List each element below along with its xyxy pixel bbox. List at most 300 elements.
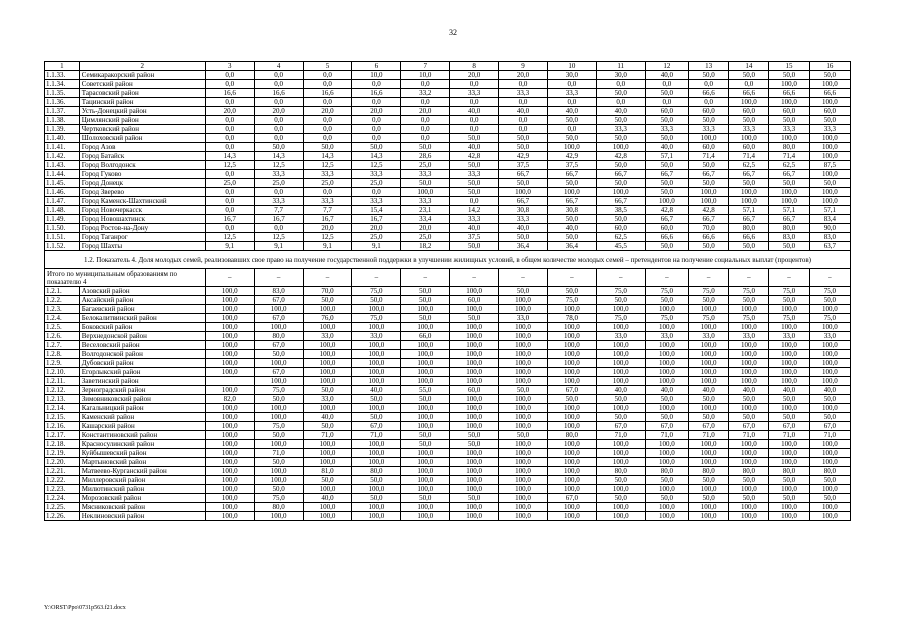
value-cell: 50,0 <box>499 287 548 296</box>
value-cell: – <box>254 269 303 287</box>
table-row <box>45 440 851 449</box>
value-cell: 50,0 <box>254 395 303 404</box>
table-row <box>45 395 851 404</box>
row-code: 1.2.10. <box>45 368 80 377</box>
value-cell: 50,0 <box>729 242 769 251</box>
value-cell: 80,0 <box>769 224 809 233</box>
value-cell: 100,0 <box>809 458 850 467</box>
value-cell: 40,0 <box>596 107 645 116</box>
value-cell: 67,0 <box>547 386 596 395</box>
value-cell: 0,0 <box>352 125 401 134</box>
value-cell: 100,0 <box>809 404 850 413</box>
value-cell: 33,3 <box>254 197 303 206</box>
row-name: Чертковский район <box>79 125 205 134</box>
value-cell: 12,5 <box>205 161 254 170</box>
value-cell: 100,0 <box>729 341 769 350</box>
value-cell: 50,0 <box>401 287 450 296</box>
value-cell: 33,3 <box>352 197 401 206</box>
value-cell: 50,0 <box>352 413 401 422</box>
value-cell: 0,0 <box>499 125 548 134</box>
value-cell: 67,0 <box>596 422 645 431</box>
value-cell: 100,0 <box>809 98 850 107</box>
value-cell: 0,0 <box>645 98 688 107</box>
value-cell: 33,3 <box>450 170 499 179</box>
value-cell: 0,0 <box>450 116 499 125</box>
table-row <box>45 305 851 314</box>
value-cell: 100,0 <box>205 386 254 395</box>
row-code: 1.1.50. <box>45 224 80 233</box>
value-cell: 100,0 <box>645 341 688 350</box>
value-cell: 0,0 <box>254 80 303 89</box>
value-cell: 100,0 <box>689 341 729 350</box>
value-cell: 16,6 <box>205 89 254 98</box>
value-cell: 100,0 <box>645 512 688 521</box>
value-cell: 38,5 <box>596 206 645 215</box>
value-cell: 50,0 <box>352 395 401 404</box>
value-cell: 100,0 <box>809 143 850 152</box>
value-cell: 100,0 <box>729 377 769 386</box>
value-cell: 12,5 <box>254 233 303 242</box>
value-cell: 100,0 <box>352 350 401 359</box>
row-name: Мартыновский район <box>79 458 205 467</box>
value-cell: 100,0 <box>729 350 769 359</box>
value-cell: 75,0 <box>596 314 645 323</box>
value-cell: 75,0 <box>645 287 688 296</box>
value-cell: 10,0 <box>401 71 450 80</box>
value-cell: 0,0 <box>401 134 450 143</box>
table-row <box>45 170 851 179</box>
value-cell: 71,0 <box>303 431 352 440</box>
value-cell: 100,0 <box>205 512 254 521</box>
table-row <box>45 404 851 413</box>
value-cell: 100,0 <box>769 485 809 494</box>
value-cell: 75,0 <box>769 287 809 296</box>
value-cell: 0,0 <box>499 80 548 89</box>
value-cell: 50,0 <box>450 494 499 503</box>
column-number: 13 <box>689 62 729 71</box>
value-cell: 50,0 <box>729 179 769 188</box>
value-cell: 100,0 <box>729 368 769 377</box>
value-cell: 14,3 <box>205 152 254 161</box>
value-cell: 71,4 <box>689 152 729 161</box>
value-cell: 0,0 <box>547 80 596 89</box>
value-cell: 100,0 <box>303 512 352 521</box>
value-cell: 100,0 <box>809 377 850 386</box>
row-code: 1.2.12. <box>45 386 80 395</box>
value-cell: 50,0 <box>645 89 688 98</box>
value-cell: 100,0 <box>769 350 809 359</box>
value-cell: 100,0 <box>352 323 401 332</box>
value-cell: 50,0 <box>254 143 303 152</box>
value-cell: 66,7 <box>689 170 729 179</box>
value-cell: 100,0 <box>499 449 548 458</box>
row-code: 1.2.25. <box>45 503 80 512</box>
row-name: Заветинский район <box>79 377 205 386</box>
value-cell: 100,0 <box>352 449 401 458</box>
value-cell: 87,5 <box>809 161 850 170</box>
value-cell: 50,0 <box>596 134 645 143</box>
value-cell: 33,3 <box>499 89 548 98</box>
value-cell: 100,0 <box>596 485 645 494</box>
value-cell: 60,0 <box>689 143 729 152</box>
row-name: Каменский район <box>79 413 205 422</box>
value-cell: 100,0 <box>401 512 450 521</box>
value-cell: 100,0 <box>352 485 401 494</box>
column-number: 9 <box>499 62 548 71</box>
value-cell: 50,0 <box>352 296 401 305</box>
value-cell: 0,0 <box>729 80 769 89</box>
value-cell: 100,0 <box>729 197 769 206</box>
row-code: 1.2.5. <box>45 323 80 332</box>
row-name: Город Батайск <box>79 152 205 161</box>
value-cell: 50,0 <box>729 71 769 80</box>
value-cell: 100,0 <box>809 323 850 332</box>
value-cell: 71,0 <box>729 431 769 440</box>
row-name: Город Таганрог <box>79 233 205 242</box>
value-cell: 100,0 <box>645 368 688 377</box>
row-code: 1.1.43. <box>45 161 80 170</box>
value-cell: 50,0 <box>689 413 729 422</box>
value-cell: 40,0 <box>450 107 499 116</box>
value-cell: 100,0 <box>303 341 352 350</box>
row-code: 1.2.4. <box>45 314 80 323</box>
value-cell: 100,0 <box>254 413 303 422</box>
value-cell: 50,0 <box>352 476 401 485</box>
value-cell: 100,0 <box>205 404 254 413</box>
row-name: Белокалитвинский район <box>79 314 205 323</box>
value-cell: 50,0 <box>352 143 401 152</box>
table-row <box>45 422 851 431</box>
value-cell: 100,0 <box>450 413 499 422</box>
value-cell: 66,7 <box>689 215 729 224</box>
value-cell: 40,0 <box>450 143 499 152</box>
value-cell: 0,0 <box>352 134 401 143</box>
value-cell: 100,0 <box>450 458 499 467</box>
value-cell: 0,0 <box>689 98 729 107</box>
value-cell: 100,0 <box>499 296 548 305</box>
value-cell: 100,0 <box>689 485 729 494</box>
value-cell: 100,0 <box>303 350 352 359</box>
value-cell: 40,0 <box>450 224 499 233</box>
value-cell: 50,0 <box>645 476 688 485</box>
value-cell: 0,0 <box>205 188 254 197</box>
value-cell: 0,0 <box>254 116 303 125</box>
value-cell: 100,0 <box>499 188 548 197</box>
value-cell: 100,0 <box>254 512 303 521</box>
value-cell: 100,0 <box>352 341 401 350</box>
value-cell: 16,7 <box>303 215 352 224</box>
row-code: 1.2.17. <box>45 431 80 440</box>
value-cell: 100,0 <box>205 413 254 422</box>
value-cell: 0,0 <box>205 170 254 179</box>
value-cell: 100,0 <box>809 440 850 449</box>
row-name: Город Зверево <box>79 188 205 197</box>
value-cell: 0,0 <box>450 125 499 134</box>
value-cell: 100,0 <box>809 350 850 359</box>
value-cell: 75,0 <box>352 314 401 323</box>
value-cell: 50,0 <box>303 143 352 152</box>
value-cell: 100,0 <box>769 98 809 107</box>
row-code: 1.2.19. <box>45 449 80 458</box>
value-cell: 16,7 <box>352 215 401 224</box>
column-number: 6 <box>352 62 401 71</box>
value-cell: 100,0 <box>729 134 769 143</box>
value-cell: 0,0 <box>596 80 645 89</box>
value-cell: 0,0 <box>499 98 548 107</box>
value-cell: 50,0 <box>809 413 850 422</box>
value-cell: 100,0 <box>303 440 352 449</box>
value-cell: 80,0 <box>769 467 809 476</box>
value-cell: 100,0 <box>596 188 645 197</box>
value-cell: 50,0 <box>809 395 850 404</box>
table-row <box>45 152 851 161</box>
value-cell: 20,0 <box>303 224 352 233</box>
row-code: 1.1.44. <box>45 170 80 179</box>
row-code: 1.2.26. <box>45 512 80 521</box>
value-cell: 80,0 <box>547 431 596 440</box>
table-row <box>45 224 851 233</box>
value-cell: 67,0 <box>809 422 850 431</box>
value-cell: 50,0 <box>645 116 688 125</box>
value-cell: 50,0 <box>450 134 499 143</box>
value-cell: 60,0 <box>450 296 499 305</box>
table-row <box>45 512 851 521</box>
row-name: Волгодонской район <box>79 350 205 359</box>
value-cell: 100,0 <box>450 287 499 296</box>
value-cell: 66,6 <box>689 89 729 98</box>
value-cell: 20,0 <box>499 71 548 80</box>
value-cell: 100,0 <box>205 359 254 368</box>
value-cell: 100,0 <box>303 404 352 413</box>
row-code: 1.2.2. <box>45 296 80 305</box>
value-cell: 100,0 <box>450 332 499 341</box>
value-cell: 0,0 <box>645 80 688 89</box>
row-name: Цимлянский район <box>79 116 205 125</box>
value-cell: 100,0 <box>645 485 688 494</box>
row-name: Город Волгодонск <box>79 161 205 170</box>
table-row <box>45 458 851 467</box>
table-row <box>45 107 851 116</box>
value-cell: 42,9 <box>547 152 596 161</box>
value-cell: 50,0 <box>645 296 688 305</box>
value-cell: – <box>303 269 352 287</box>
value-cell: 33,0 <box>729 332 769 341</box>
value-cell: 100,0 <box>450 512 499 521</box>
value-cell: 66,7 <box>645 215 688 224</box>
value-cell: 12,5 <box>352 161 401 170</box>
value-cell: 100,0 <box>352 305 401 314</box>
row-code: 1.1.40. <box>45 134 80 143</box>
value-cell: 50,0 <box>596 413 645 422</box>
value-cell: 100,0 <box>303 323 352 332</box>
value-cell: 62,5 <box>769 161 809 170</box>
value-cell: 75,0 <box>596 287 645 296</box>
value-cell: 100,0 <box>254 359 303 368</box>
table-row <box>45 80 851 89</box>
value-cell: 40,0 <box>769 386 809 395</box>
value-cell: 100,0 <box>401 413 450 422</box>
row-code: 1.1.33. <box>45 71 80 80</box>
value-cell: 100,0 <box>769 134 809 143</box>
row-code: 1.2.21. <box>45 467 80 476</box>
value-cell: 0,0 <box>205 134 254 143</box>
value-cell: 20,0 <box>352 224 401 233</box>
value-cell: 90,0 <box>809 224 850 233</box>
value-cell: 100,0 <box>809 485 850 494</box>
value-cell: 20,0 <box>254 107 303 116</box>
value-cell: 100,0 <box>499 323 548 332</box>
value-cell: 0,0 <box>303 80 352 89</box>
indicator-table <box>44 61 851 521</box>
row-code: 1.2.9. <box>45 359 80 368</box>
value-cell: 75,0 <box>254 494 303 503</box>
value-cell: 100,0 <box>352 512 401 521</box>
value-cell: 100,0 <box>769 440 809 449</box>
value-cell: 23,1 <box>401 206 450 215</box>
table-row <box>45 503 851 512</box>
value-cell: 50,0 <box>809 494 850 503</box>
value-cell: 40,0 <box>645 143 688 152</box>
value-cell: 100,0 <box>401 458 450 467</box>
value-cell: 75,0 <box>809 314 850 323</box>
value-cell: 0,0 <box>205 71 254 80</box>
value-cell: 50,0 <box>401 314 450 323</box>
value-cell: 66,7 <box>547 197 596 206</box>
value-cell: 25,0 <box>254 179 303 188</box>
row-code: 1.1.37. <box>45 107 80 116</box>
value-cell: 100,0 <box>401 305 450 314</box>
value-cell: 66,7 <box>769 170 809 179</box>
value-cell: 66,6 <box>729 89 769 98</box>
value-cell: 100,0 <box>729 485 769 494</box>
value-cell: 66,7 <box>645 170 688 179</box>
value-cell: 100,0 <box>303 485 352 494</box>
value-cell: 62,5 <box>729 161 769 170</box>
value-cell: 45,5 <box>596 242 645 251</box>
value-cell: 71,0 <box>254 449 303 458</box>
value-cell: 100,0 <box>205 296 254 305</box>
value-cell: 50,0 <box>499 134 548 143</box>
value-cell: 81,0 <box>303 467 352 476</box>
value-cell: 20,0 <box>450 71 499 80</box>
value-cell: 100,0 <box>596 305 645 314</box>
value-cell: 100,0 <box>499 341 548 350</box>
value-cell: 0,0 <box>450 98 499 107</box>
value-cell: 0,0 <box>547 125 596 134</box>
value-cell: 33,0 <box>645 332 688 341</box>
value-cell: 75,0 <box>352 287 401 296</box>
table-row <box>45 476 851 485</box>
value-cell: 100,0 <box>809 449 850 458</box>
row-name: Город Азов <box>79 143 205 152</box>
value-cell: 67,0 <box>547 494 596 503</box>
value-cell: 100,0 <box>303 359 352 368</box>
value-cell: 71,0 <box>596 431 645 440</box>
row-code: 1.2.7. <box>45 341 80 350</box>
value-cell: 50,0 <box>499 431 548 440</box>
value-cell: 100,0 <box>729 404 769 413</box>
value-cell: 0,0 <box>499 116 548 125</box>
value-cell: 100,0 <box>450 485 499 494</box>
row-name: Зерноградский район <box>79 386 205 395</box>
value-cell: 50,0 <box>547 116 596 125</box>
file-path-footer: Y:\ORST\Ppo\0731p563.f21.docx <box>44 605 126 611</box>
value-cell: 33,2 <box>401 89 450 98</box>
row-name: Город Шахты <box>79 242 205 251</box>
value-cell: 100,0 <box>450 377 499 386</box>
value-cell: 50,0 <box>401 431 450 440</box>
total-row <box>45 269 851 287</box>
value-cell: 50,0 <box>769 476 809 485</box>
table-row <box>45 359 851 368</box>
value-cell: 50,0 <box>596 179 645 188</box>
value-cell: 100,0 <box>401 485 450 494</box>
value-cell: 40,0 <box>499 107 548 116</box>
value-cell: 0,0 <box>352 116 401 125</box>
value-cell: 67,0 <box>254 296 303 305</box>
value-cell: 100,0 <box>401 422 450 431</box>
value-cell: 100,0 <box>547 440 596 449</box>
value-cell: 67,0 <box>729 422 769 431</box>
value-cell: 100,0 <box>769 80 809 89</box>
row-name: Егорлыкский район <box>79 368 205 377</box>
value-cell: 50,0 <box>547 395 596 404</box>
value-cell: – <box>450 269 499 287</box>
value-cell: 36,4 <box>547 242 596 251</box>
value-cell: 0,0 <box>205 116 254 125</box>
table-row <box>45 188 851 197</box>
row-code: 1.1.45. <box>45 179 80 188</box>
value-cell: 100,0 <box>499 458 548 467</box>
value-cell: 100,0 <box>769 512 809 521</box>
value-cell: 100,0 <box>450 476 499 485</box>
value-cell: 100,0 <box>205 485 254 494</box>
table-row <box>45 341 851 350</box>
column-number: 16 <box>809 62 850 71</box>
value-cell: 75,0 <box>547 296 596 305</box>
value-cell: 0,0 <box>205 98 254 107</box>
column-number: 7 <box>401 62 450 71</box>
value-cell: 100,0 <box>547 485 596 494</box>
value-cell: 100,0 <box>645 404 688 413</box>
value-cell: 100,0 <box>596 449 645 458</box>
value-cell: 57,1 <box>809 206 850 215</box>
value-cell: 100,0 <box>303 458 352 467</box>
value-cell: 50,0 <box>689 395 729 404</box>
value-cell: 66,0 <box>401 332 450 341</box>
value-cell: 42,8 <box>596 152 645 161</box>
value-cell: 100,0 <box>769 458 809 467</box>
value-cell: 14,3 <box>254 152 303 161</box>
value-cell: 66,7 <box>729 170 769 179</box>
value-cell: 100,0 <box>303 377 352 386</box>
table-row <box>45 386 851 395</box>
value-cell: 100,0 <box>547 332 596 341</box>
value-cell: 100,0 <box>689 134 729 143</box>
column-number: 11 <box>596 62 645 71</box>
value-cell: 100,0 <box>499 413 548 422</box>
value-cell: 100,0 <box>689 377 729 386</box>
value-cell: 0,0 <box>205 206 254 215</box>
value-cell: 100,0 <box>352 377 401 386</box>
value-cell: 100,0 <box>303 368 352 377</box>
value-cell: 100,0 <box>499 395 548 404</box>
value-cell: – <box>596 269 645 287</box>
value-cell: 71,0 <box>809 431 850 440</box>
row-name: Боковский район <box>79 323 205 332</box>
value-cell: 100,0 <box>352 440 401 449</box>
row-name: Тацинский район <box>79 98 205 107</box>
